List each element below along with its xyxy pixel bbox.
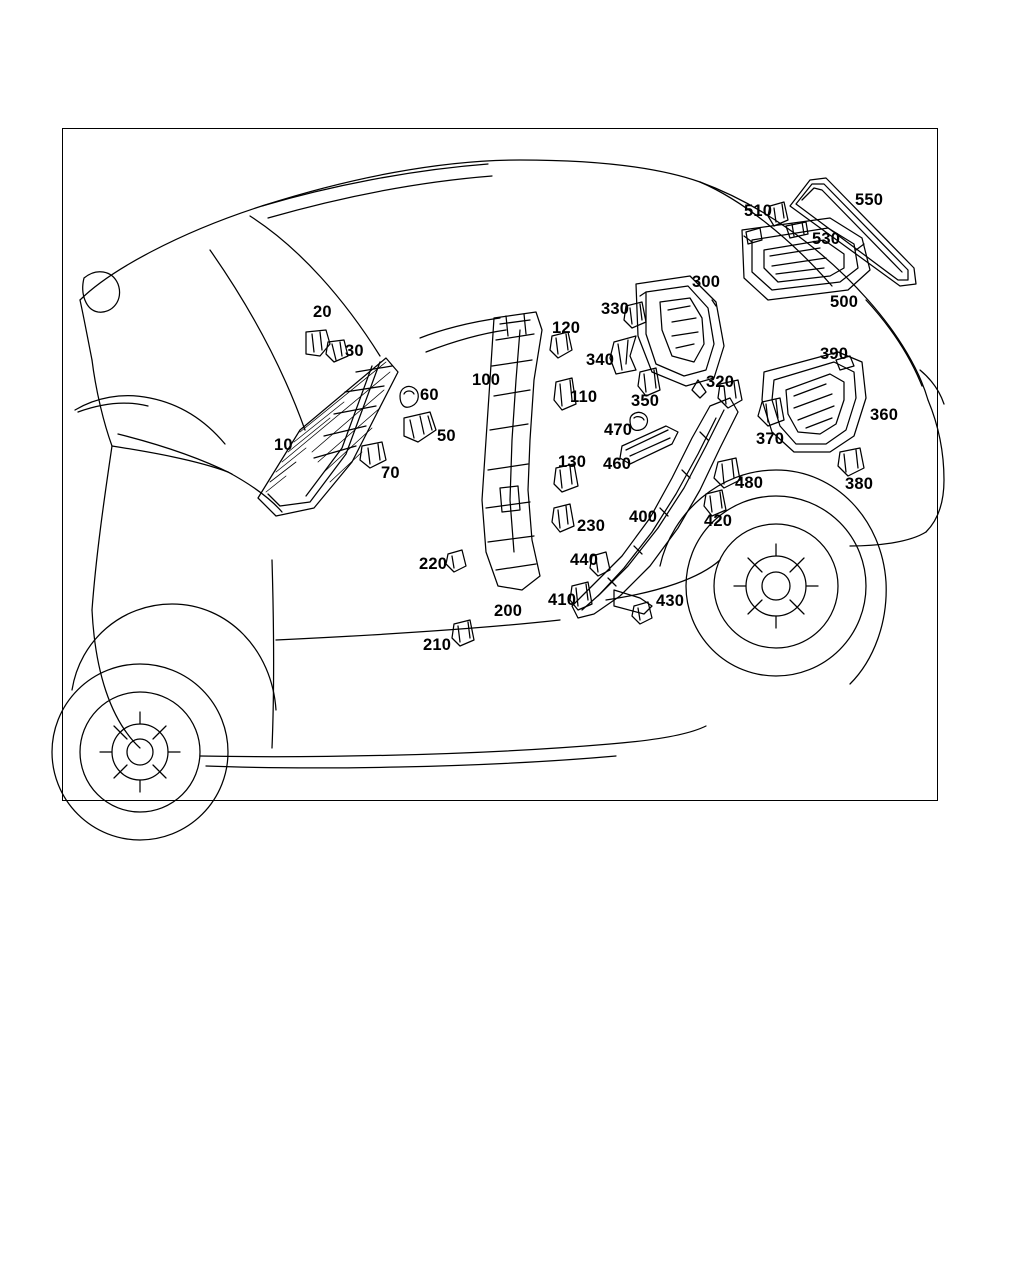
callout-60: 60 xyxy=(420,386,439,404)
callout-220: 220 xyxy=(419,555,448,573)
callout-300: 300 xyxy=(692,273,721,291)
callout-10: 10 xyxy=(274,436,293,454)
callout-550: 550 xyxy=(855,191,884,209)
callout-30: 30 xyxy=(345,342,364,360)
callout-340: 340 xyxy=(586,351,615,369)
callout-400: 400 xyxy=(629,508,658,526)
callout-510: 510 xyxy=(744,202,773,220)
callout-360: 360 xyxy=(870,406,899,424)
callout-120: 120 xyxy=(552,319,581,337)
callout-320: 320 xyxy=(706,373,735,391)
callout-20: 20 xyxy=(313,303,332,321)
callout-470: 470 xyxy=(604,421,633,439)
callout-70: 70 xyxy=(381,464,400,482)
callout-460: 460 xyxy=(603,455,632,473)
callout-410: 410 xyxy=(548,591,577,609)
callout-480: 480 xyxy=(735,474,764,492)
callout-390: 390 xyxy=(820,345,849,363)
callout-130: 130 xyxy=(558,453,587,471)
callout-380: 380 xyxy=(845,475,874,493)
callout-440: 440 xyxy=(570,551,599,569)
callout-210: 210 xyxy=(423,636,452,654)
callout-420: 420 xyxy=(704,512,733,530)
callout-330: 330 xyxy=(601,300,630,318)
callout-200: 200 xyxy=(494,602,523,620)
callout-430: 430 xyxy=(656,592,685,610)
callout-110: 110 xyxy=(570,388,598,406)
callout-100: 100 xyxy=(472,371,501,389)
callout-500: 500 xyxy=(830,293,859,311)
callout-370: 370 xyxy=(756,430,785,448)
callout-350: 350 xyxy=(631,392,660,410)
callout-50: 50 xyxy=(437,427,456,445)
callout-530: 530 xyxy=(812,230,841,248)
callout-230: 230 xyxy=(577,517,606,535)
